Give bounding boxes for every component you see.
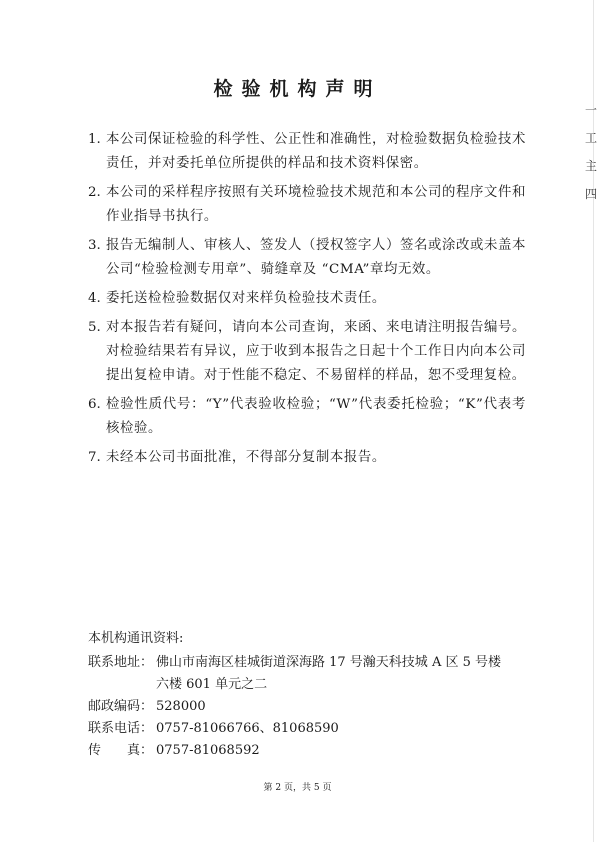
item-number: 1. xyxy=(88,132,101,147)
item-text: 报告无编制人、审核人、签发人（授权签字人）签名或涂改或未盖本公司“检验检测专用章”、骑缝章及 “CMA”章均无效。 xyxy=(106,238,526,277)
edge-mark: 一 xyxy=(585,103,597,117)
fax-label: 传 真： xyxy=(88,743,154,758)
edge-mark: 主 xyxy=(585,159,597,173)
list-item xyxy=(88,446,526,470)
edge-mark: 四 xyxy=(585,187,597,201)
item-number: 3. xyxy=(88,238,101,253)
postcode-row xyxy=(88,696,548,718)
contact-info xyxy=(88,628,548,762)
item-number: 2. xyxy=(88,185,101,200)
postcode-value: 528000 xyxy=(156,699,206,714)
contact-heading: 本机构通讯资料: xyxy=(88,631,184,646)
list-item xyxy=(88,128,526,176)
address-line-1: 佛山市南海区桂城街道深海路 17 号瀚天科技城 A 区 5 号楼 xyxy=(156,655,501,670)
fax-row xyxy=(88,740,548,762)
list-item xyxy=(88,393,526,441)
postcode-label: 邮政编码： xyxy=(88,699,154,714)
item-number: 7. xyxy=(88,450,101,465)
item-text: 本公司的采样程序按照有关环境检验技术规范和本公司的程序文件和作业指导书执行。 xyxy=(106,185,526,224)
address-line-2: 六楼 601 单元之二 xyxy=(156,677,268,692)
item-text: 对本报告若有疑问，请向本公司查询，来函、来电请注明报告编号。对检验结果若有异议，应于收到本报告之日起十个工作日内向本公司提出复检申请。对于性能不稳定、不易留样的样品，恕不受理复检。 xyxy=(106,320,526,383)
list-item xyxy=(88,316,526,388)
item-number: 5. xyxy=(88,320,101,335)
address-indent xyxy=(88,674,156,696)
item-text: 检验性质代号：“Y”代表验收检验；“W”代表委托检验；“K”代表考核检验。 xyxy=(106,397,526,436)
edge-marks xyxy=(585,96,595,208)
address-label: 联系地址： xyxy=(88,655,154,670)
phone-value: 0757-81066766、81068590 xyxy=(156,721,339,736)
address-row xyxy=(88,652,548,674)
address-row-continued xyxy=(88,674,548,696)
fax-value: 0757-81068592 xyxy=(156,743,260,758)
phone-row xyxy=(88,718,548,740)
item-text: 委托送检检验数据仅对来样负检验技术责任。 xyxy=(106,291,386,306)
edge-mark: 工 xyxy=(585,131,597,145)
item-text: 未经本公司书面批准，不得部分复制本报告。 xyxy=(106,450,386,465)
page-title: 检验机构声明 xyxy=(213,78,382,100)
item-text: 本公司保证检验的科学性、公正性和准确性，对检验数据负检验技术责任，并对委托单位所提供的样品和技术资料保密。 xyxy=(106,132,526,171)
phone-label: 联系电话： xyxy=(88,721,154,736)
declaration-list xyxy=(88,128,526,475)
list-item xyxy=(88,234,526,282)
list-item xyxy=(88,287,526,311)
page-number: 第 2 页，共 5 页 xyxy=(263,783,332,793)
list-item xyxy=(88,181,526,229)
item-number: 6. xyxy=(88,397,101,412)
item-number: 4. xyxy=(88,291,101,306)
